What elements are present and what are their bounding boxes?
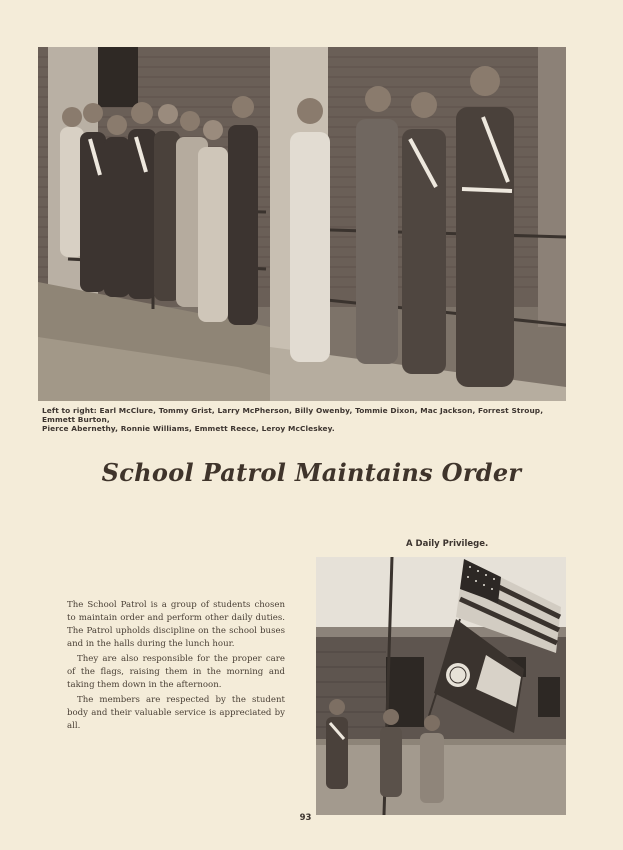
page-headline: School Patrol Maintains Order (101, 458, 522, 487)
article-paragraph-1: The School Patrol is a group of students chosen to maintain order and perform other daily duties. The Patrol upholds discipline on the school buses and in the halls during the lunch hour. (67, 600, 285, 649)
page-number: 93 (299, 813, 312, 823)
article-body (67, 599, 285, 735)
patrol-group-photo (38, 47, 566, 401)
caption-line-2: Pierce Abernethy, Ronnie Williams, Emmett Reece, Leroy McCleskey. (42, 424, 335, 433)
article-paragraph-3: The members are respected by the student body and their valuable service is appreciated by all. (67, 695, 285, 731)
flag-raising-photo (316, 557, 566, 815)
caption-line-1: Left to right: Earl McClure, Tommy Grist, Larry McPherson, Billy Owenby, Tommie Dixon, Mac Jackson, Forrest Stroup, Emmett Burton, (42, 406, 544, 424)
article-paragraph-2: They are also responsible for the proper care of the flags, raising them in the morning and taking them down in the afternoon. (67, 654, 285, 690)
group-photo-caption (42, 406, 572, 433)
flag-photo-caption: A Daily Privilege. (406, 539, 489, 549)
